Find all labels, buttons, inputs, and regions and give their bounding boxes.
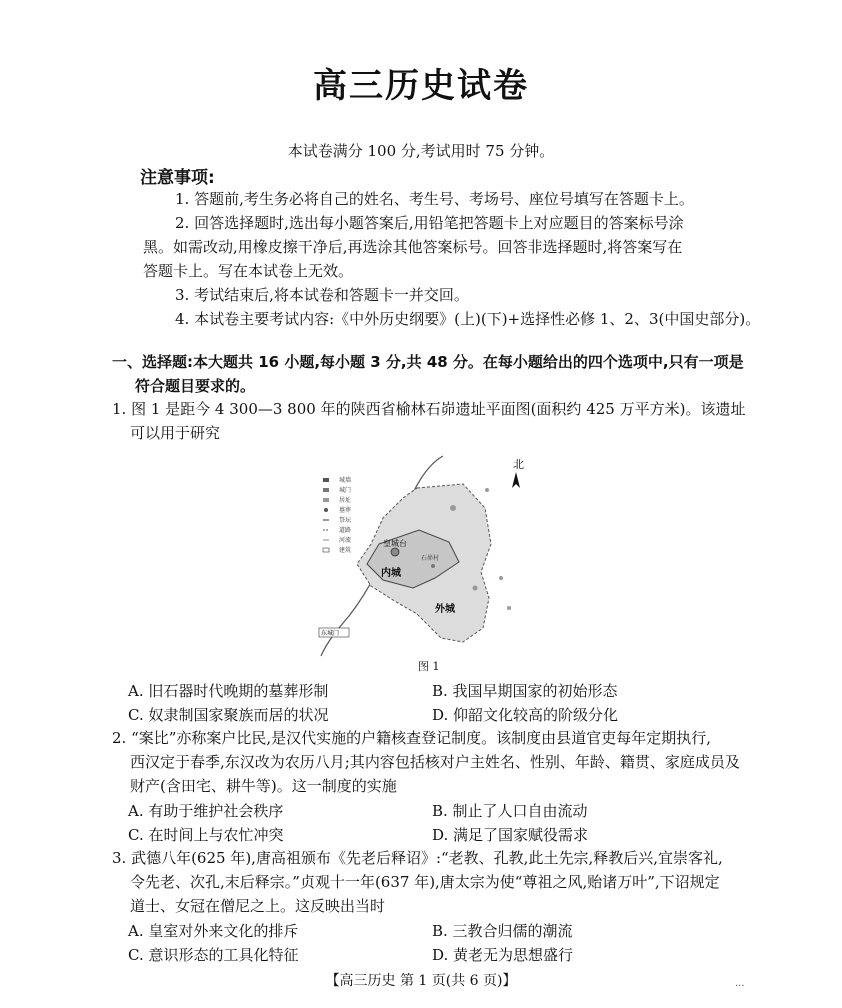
exam-info: 本试卷满分 100 分,考试用时 75 分钟。 bbox=[287, 142, 555, 160]
q1-option-b: B. 我国早期国家的初始形态 bbox=[432, 682, 618, 700]
q2-option-b: B. 制止了人口自由流动 bbox=[432, 802, 588, 820]
palace-platform-mark bbox=[391, 548, 399, 556]
section-heading-cont: 符合题目要求的。 bbox=[135, 377, 256, 395]
legend-symbol bbox=[324, 508, 328, 512]
q1-option-a: A. 旧石器时代晚期的墓葬形制 bbox=[128, 682, 329, 700]
figure-caption: 图 1 bbox=[418, 660, 440, 673]
q3-stem-2: 令先老、次孔,末后释宗。”贞观十一年(637 年),唐太宗为使“尊祖之风,贻诸万叶”,下诏规定 bbox=[130, 873, 720, 891]
inner-city-label: 内城 bbox=[381, 568, 401, 579]
site-mark bbox=[485, 488, 489, 492]
note-line-5: 3. 考试结束后,将本试卷和答题卡一并交回。 bbox=[175, 286, 469, 304]
legend-symbol bbox=[323, 478, 329, 482]
legend-label: 城门 bbox=[339, 487, 352, 494]
outer-city-label: 外城 bbox=[435, 604, 455, 615]
legend-symbol bbox=[323, 488, 329, 492]
q3-option-a: A. 皇室对外来文化的排斥 bbox=[128, 922, 299, 940]
note-line-4: 答题卡上。写在本试卷上无效。 bbox=[143, 262, 354, 280]
q2-stem-2: 西汉定于春季,东汉改为农历八月;其内容包括核对户主姓名、性别、年龄、籍贯、家庭成员及 bbox=[130, 753, 740, 771]
legend-label: 祭坛 bbox=[339, 517, 352, 524]
site-map-figure bbox=[313, 448, 553, 658]
site-mark bbox=[473, 586, 478, 591]
note-line-6: 4. 本试卷主要考试内容:《中外历史纲要》(上)(下)+选择性必修 1、2、3(中国史部分)。 bbox=[175, 310, 761, 328]
legend-label: 河流 bbox=[339, 537, 352, 544]
q1-stem-1: 1. 图 1 是距今 4 300—3 800 年的陕西省榆林石峁遗址平面图(面积约 425 万平方米)。该遗址 bbox=[112, 400, 746, 418]
north-label: 北 bbox=[513, 458, 524, 471]
section-heading: 一、选择题:本大题共 16 小题,每小题 3 分,共 48 分。在每小题给出的四个选项中,只有一项是 bbox=[112, 353, 744, 371]
east-gate-label: 东城门 bbox=[321, 630, 340, 637]
corner-mark: ... bbox=[735, 978, 745, 989]
q2-stem-3: 财产(含田宅、耕牛等)。这一制度的实施 bbox=[130, 777, 397, 795]
legend-symbol bbox=[323, 498, 329, 502]
q2-option-c: C. 在时间上与农忙冲突 bbox=[128, 826, 284, 844]
q3-stem-1: 3. 武德八年(625 年),唐高祖颁布《先老后释诏》:“老教、孔教,此土先宗,释教后兴,宜崇客礼, bbox=[112, 849, 723, 867]
north-arrow-icon bbox=[512, 472, 520, 488]
note-line-2: 2. 回答选择题时,选出每小题答案后,用铅笔把答题卡上对应题目的答案标号涂 bbox=[175, 214, 684, 232]
legend-label: 城墙 bbox=[339, 477, 352, 484]
note-line-1: 1. 答题前,考生务必将自己的姓名、考生号、考场号、座位号填写在答题卡上。 bbox=[175, 190, 694, 208]
village-label: 石峁村 bbox=[421, 555, 440, 562]
legend-label: 道路 bbox=[339, 527, 352, 534]
legend-label: 居址 bbox=[339, 497, 352, 504]
site-mark bbox=[450, 505, 456, 511]
page-title: 高三历史试卷 bbox=[313, 66, 529, 106]
note-line-3: 黑。如需改动,用橡皮擦干净后,再选涂其他答案标号。回答非选择题时,将答案写在 bbox=[143, 238, 683, 256]
legend-label: 建筑 bbox=[339, 547, 352, 554]
q1-stem-2: 可以用于研究 bbox=[130, 424, 221, 442]
palace-platform-label: 皇城台 bbox=[383, 539, 407, 548]
legend-symbol bbox=[323, 548, 329, 552]
q1-option-c: C. 奴隶制国家聚族而居的状况 bbox=[128, 706, 329, 724]
q3-stem-3: 道士、女冠在僧尼之上。这反映出当时 bbox=[130, 897, 386, 915]
site-mark bbox=[431, 564, 435, 568]
q2-option-a: A. 有助于维护社会秩序 bbox=[128, 802, 284, 820]
page-footer: 【高三历史 第 1 页(共 6 页)】 bbox=[325, 973, 517, 989]
q3-option-d: D. 黄老无为思想盛行 bbox=[432, 946, 574, 964]
notes-heading: 注意事项: bbox=[140, 168, 215, 188]
q3-option-b: B. 三教合归儒的潮流 bbox=[432, 922, 573, 940]
q2-option-d: D. 满足了国家赋役需求 bbox=[432, 826, 589, 844]
q3-option-c: C. 意识形态的工具化特征 bbox=[128, 946, 299, 964]
q2-stem-1: 2. “案比”亦称案户比民,是汉代实施的户籍核查登记制度。该制度由县道官吏每年定期执行, bbox=[112, 729, 711, 747]
site-mark bbox=[507, 606, 511, 610]
site-mark bbox=[499, 576, 503, 580]
legend-label: 墓葬 bbox=[339, 507, 352, 514]
q1-option-d: D. 仰韶文化较高的阶级分化 bbox=[432, 706, 619, 724]
site-map-svg bbox=[313, 448, 553, 658]
